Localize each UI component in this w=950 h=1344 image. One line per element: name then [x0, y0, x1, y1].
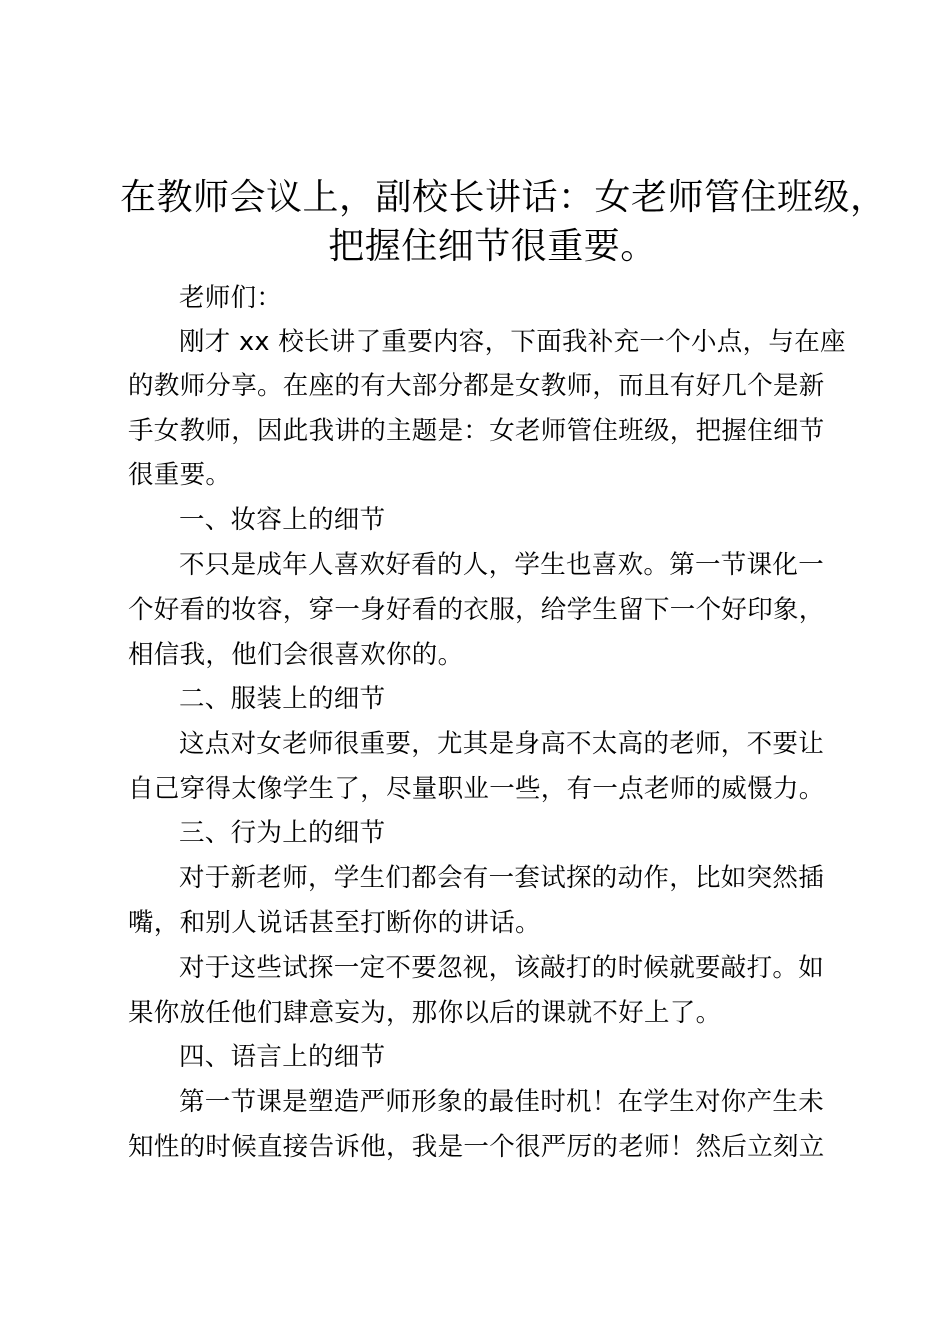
section-heading: 一、妆容上的细节	[179, 505, 386, 535]
section-heading: 三、行为上的细节	[179, 818, 386, 848]
body-line: 的教师分享。在座的有大部分都是女教师，而且有好几个是新	[128, 371, 825, 401]
section-heading: 四、语言上的细节	[179, 1042, 386, 1072]
salutation: 老师们：	[179, 283, 283, 313]
body-line: 刚才 xx 校长讲了重要内容，下面我补充一个小点，与在座	[179, 327, 846, 357]
body-line: 相信我，他们会很喜欢你的。	[128, 640, 464, 670]
body-line: 果你放任他们肆意妄为，那你以后的课就不好上了。	[128, 998, 722, 1028]
body-line: 知性的时候直接告诉他，我是一个很严厉的老师！然后立刻立	[128, 1132, 825, 1162]
body-line: 这点对女老师很重要，尤其是身高不太高的老师，不要让	[179, 729, 825, 759]
body-line: 很重要。	[128, 460, 232, 490]
document-title-line-2: 把握住细节很重要。	[328, 226, 657, 267]
body-line: 对于这些试探一定不要忽视，该敲打的时候就要敲打。如	[179, 953, 825, 983]
body-line: 手女教师，因此我讲的主题是：女老师管住班级，把握住细节	[128, 416, 825, 446]
body-line: 对于新老师，学生们都会有一套试探的动作，比如突然插	[179, 863, 825, 893]
body-line: 自己穿得太像学生了，尽量职业一些，有一点老师的威慑力。	[128, 774, 825, 804]
body-line: 个好看的妆容，穿一身好看的衣服，给学生留下一个好印象，	[128, 595, 825, 625]
document-title-line-1: 在教师会议上，副校长讲话：女老师管住班级，	[120, 177, 887, 218]
body-line: 第一节课是塑造严师形象的最佳时机！在学生对你产生未	[179, 1087, 825, 1117]
body-line: 嘴，和别人说话甚至打断你的讲话。	[128, 908, 541, 938]
section-heading: 二、服装上的细节	[179, 684, 386, 714]
body-line: 不只是成年人喜欢好看的人，学生也喜欢。第一节课化一	[179, 550, 825, 580]
